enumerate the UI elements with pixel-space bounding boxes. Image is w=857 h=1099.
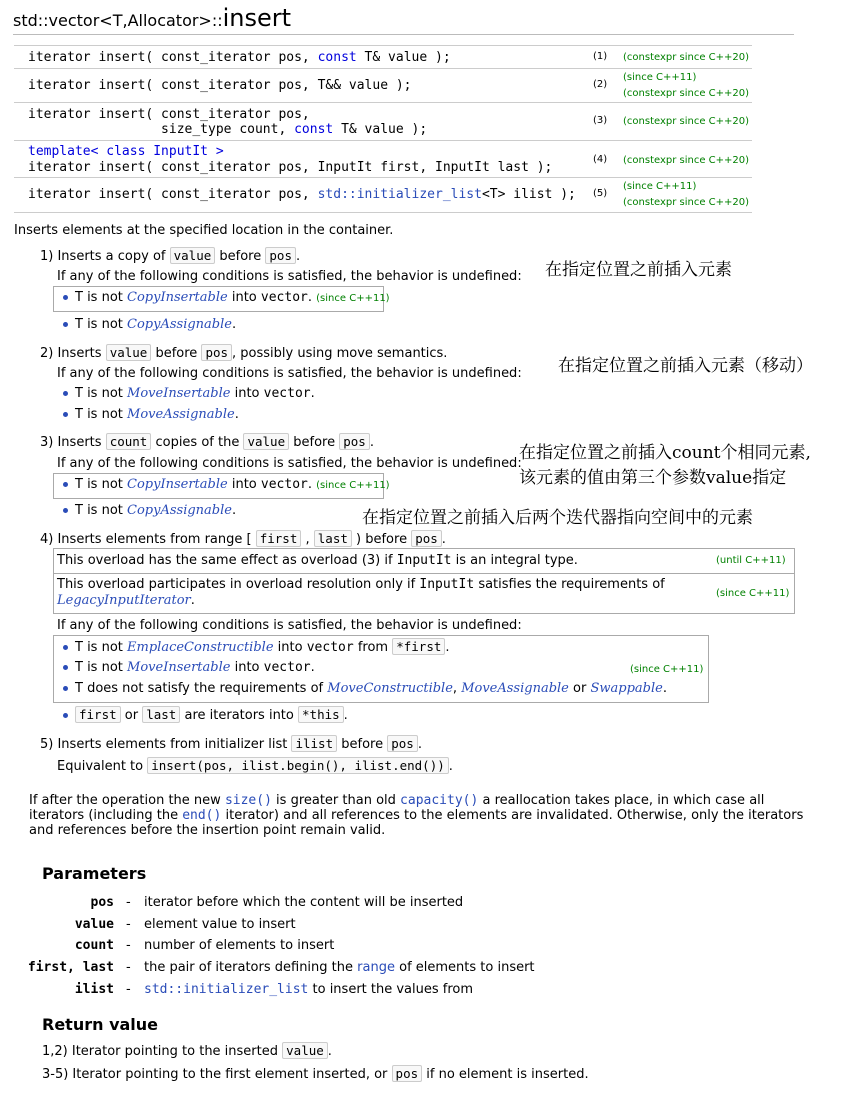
param-desc: element value to insert	[144, 917, 296, 932]
param-name: count	[74, 938, 114, 953]
param-name: value	[74, 917, 114, 932]
param-dash: -	[126, 982, 131, 997]
equivalent-text: Equivalent to insert(pos, ilist.begin(), ilist.end()) .	[57, 758, 453, 774]
title-divider	[13, 34, 794, 35]
param-desc: the pair of iterators defining the range of elements to insert	[144, 960, 535, 975]
signature-row-3	[14, 102, 752, 141]
param-name: pos	[90, 895, 114, 910]
reallocation-line-2: iterators (including the end() iterator) and all references to the elements are invalidated. Otherwise, only the iterators	[29, 808, 804, 823]
intro-text: Inserts elements at the specified location in the container.	[14, 223, 394, 238]
overload-number: (3)	[593, 115, 608, 126]
range-link[interactable]: range	[357, 960, 395, 975]
version-tag: (since C++11)	[623, 72, 697, 83]
ub-condition-text: If any of the following conditions is satisfied, the behavior is undefined:	[57, 366, 522, 381]
reallocation-line-1: If after the operation the new size() is greater than old capacity() a reallocation takes place, in which case all	[29, 793, 765, 808]
version-tag: (constexpr since C++20)	[623, 52, 750, 63]
overload-note-2: This overload participates in overload resolution only if InputIt satisfies the requirements of	[57, 577, 665, 592]
ub-condition-text: If any of the following conditions is satisfied, the behavior is undefined:	[57, 456, 522, 471]
return-line-2: 3-5) Iterator pointing to the first element inserted, or pos if no element is inserted.	[42, 1066, 589, 1082]
signature-decl: iterator insert( const_iterator pos,	[28, 107, 310, 122]
version-tag: (until C++11)	[716, 555, 786, 566]
signature-decl: iterator insert( const_iterator pos, std::initializer_list<T> ilist );	[28, 187, 576, 202]
signature-row-4	[14, 140, 752, 178]
overload-number: (1)	[593, 51, 608, 62]
param-dash: -	[126, 895, 131, 910]
item-4: 4) Inserts elements from range [ first , last ) before pos .	[40, 531, 446, 547]
annotation-1: 在指定位置之前插入元素	[545, 260, 732, 280]
signature-decl: iterator insert( const_iterator pos, T&& value );	[28, 78, 412, 93]
version-tag: (constexpr since C++20)	[623, 197, 750, 208]
version-tag: (since C++11)	[630, 664, 704, 675]
overload-number: (2)	[593, 79, 608, 90]
param-dash: -	[126, 917, 131, 932]
item-5: 5) Inserts elements from initializer list ilist before pos .	[40, 736, 422, 752]
bullet-item: T is not CopyInsertable into vector. (since C++11)	[63, 476, 390, 495]
bullet-item: T is not CopyInsertable into vector. (since C++11)	[63, 289, 390, 308]
signature-decl: iterator insert( const_iterator pos, const T& value );	[28, 50, 451, 65]
version-tag: (since C++11)	[623, 181, 697, 192]
param-desc: number of elements to insert	[144, 938, 335, 953]
version-tag: (since C++11)	[716, 588, 790, 599]
overload-note-1: This overload has the same effect as overload (3) if InputIt is an integral type.	[57, 553, 578, 568]
ub-condition-text: If any of the following conditions is satisfied, the behavior is undefined:	[57, 269, 522, 284]
item-1: 1) Inserts a copy of value before pos .	[40, 248, 301, 264]
signature-decl: iterator insert( const_iterator pos, InputIt first, InputIt last );	[28, 160, 553, 175]
annotation-3a: 在指定位置之前插入count个相同元素,	[519, 443, 811, 463]
signature-row-2	[14, 68, 752, 103]
return-value-heading: Return value	[42, 1015, 159, 1034]
param-desc: iterator before which the content will be inserted	[144, 895, 464, 910]
item-3: 3) Inserts count copies of the value before pos .	[40, 434, 374, 450]
param-dash: -	[126, 938, 131, 953]
bullet-item: T does not satisfy the requirements of MoveConstructible, MoveAssignable or Swappable.	[63, 680, 667, 698]
bullet-item: T is not MoveAssignable.	[63, 406, 239, 424]
legacy-input-iterator-link[interactable]: LegacyInputIterator	[57, 593, 191, 608]
bullet-item: T is not MoveInsertable into vector.	[63, 659, 315, 677]
reallocation-line-3: and references before the insertion point remain valid.	[29, 823, 386, 838]
bullet-item: T is not CopyAssignable.	[63, 316, 236, 334]
signature-row-1	[14, 45, 752, 69]
bullet-item: T is not MoveInsertable into vector.	[63, 385, 315, 403]
version-tag: (constexpr since C++20)	[623, 116, 750, 127]
ub-condition-text: If any of the following conditions is satisfied, the behavior is undefined:	[57, 618, 522, 633]
annotation-2: 在指定位置之前插入元素（移动）	[558, 356, 813, 376]
param-name: ilist	[74, 982, 114, 997]
param-desc: std::initializer_list to insert the values from	[144, 982, 474, 997]
item-2: 2) Inserts value before pos , possibly using move semantics.	[40, 345, 448, 361]
version-tag: (constexpr since C++20)	[623, 155, 750, 166]
parameters-heading: Parameters	[42, 864, 147, 883]
initializer-list-link[interactable]: std::initializer_list	[144, 982, 309, 997]
bullet-item: T is not CopyAssignable.	[63, 502, 236, 520]
overload-note-2-link: LegacyInputIterator.	[57, 593, 195, 608]
page-title: std::vector<T,Allocator>::insert	[13, 4, 292, 32]
bullet-item: T is not EmplaceConstructible into vector from *first .	[63, 638, 450, 657]
annotation-4: 在指定位置之前插入后两个迭代器指向空间中的元素	[362, 508, 753, 528]
bullet-item: first or last are iterators into *this .	[63, 706, 348, 725]
annotation-3b: 该元素的值由第三个参数value指定	[519, 468, 787, 488]
signature-decl: size_type count, const T& value );	[28, 122, 428, 137]
overload-number: (4)	[593, 154, 608, 165]
signature-decl: template< class InputIt >	[28, 144, 224, 159]
overload-number: (5)	[593, 188, 608, 199]
param-name: first, last	[27, 960, 114, 975]
version-tag: (constexpr since C++20)	[623, 88, 750, 99]
param-dash: -	[126, 960, 131, 975]
signature-row-5	[14, 177, 752, 213]
return-line-1: 1,2) Iterator pointing to the inserted value .	[42, 1043, 332, 1059]
